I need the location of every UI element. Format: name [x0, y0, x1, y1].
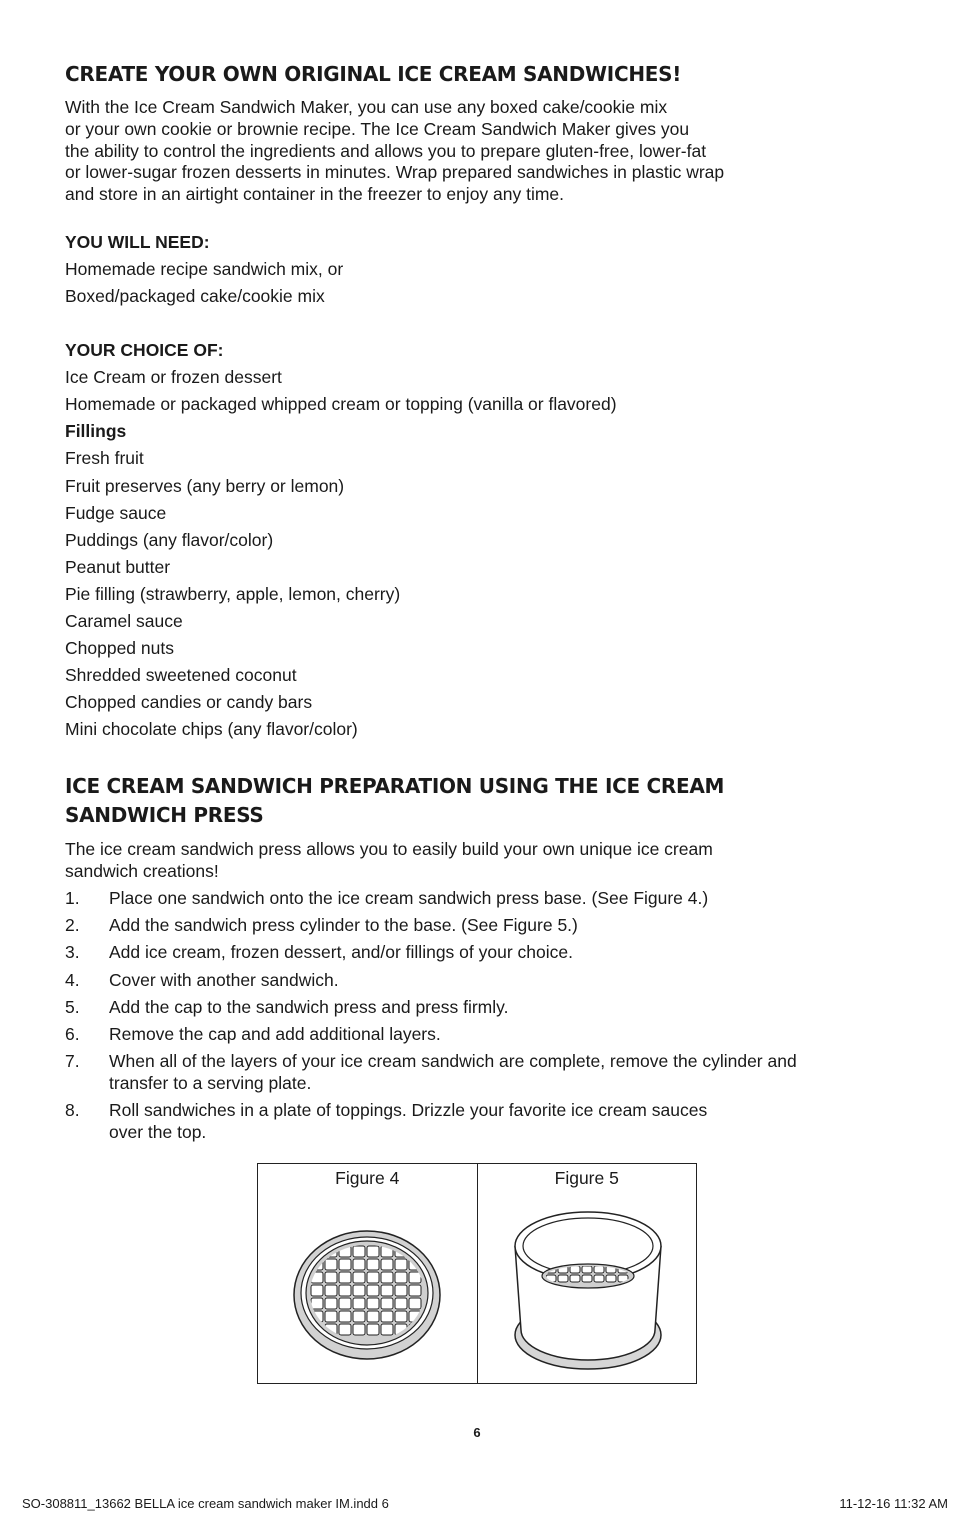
waffle-cell [381, 1311, 393, 1322]
section2-title-line: SANDWICH PRESS [65, 803, 264, 828]
waffle-cell [353, 1311, 365, 1322]
step-number: 1. [65, 888, 80, 909]
filling-item: Peanut butter [65, 556, 171, 577]
need-item: Boxed/packaged cake/cookie mix [65, 286, 325, 307]
waffle-cell [339, 1259, 351, 1270]
step-number: 7. [65, 1051, 80, 1072]
intro-line: With the Ice Cream Sandwich Maker, you can use any boxed cake/cookie mix [65, 97, 668, 117]
step-item [65, 1024, 895, 1046]
need-item: Homemade recipe sandwich mix, or [65, 258, 344, 279]
waffle-cell [381, 1324, 393, 1335]
step-number: 6. [65, 1024, 80, 1045]
waffle-cell [582, 1266, 592, 1273]
filling-item: Caramel sauce [65, 611, 183, 632]
footer-timestamp: 11-12-16 11:32 AM [839, 1496, 948, 1511]
step-text: Roll sandwiches in a plate of toppings. Drizzle your favorite ice cream sauces [109, 1100, 708, 1121]
waffle-cell [325, 1272, 337, 1283]
step-text: When all of the layers of your ice cream sandwich are complete, remove the cylinder and [109, 1051, 797, 1072]
step-item [65, 1100, 895, 1144]
waffle-cell [395, 1285, 407, 1296]
waffle-cell [311, 1285, 323, 1296]
filling-item: Pie filling (strawberry, apple, lemon, cherry) [65, 583, 401, 604]
waffle-cell [353, 1298, 365, 1309]
steps-list [65, 888, 895, 1144]
waffle-cell [367, 1298, 379, 1309]
waffle-cell [339, 1311, 351, 1322]
waffle-cell [339, 1285, 351, 1296]
your-choice-label: YOUR CHOICE OF: [65, 340, 224, 361]
step-number: 5. [65, 996, 80, 1017]
filling-item: Puddings (any flavor/color) [65, 529, 274, 550]
waffle-cell [409, 1285, 421, 1296]
figure-4 [258, 1164, 477, 1383]
you-will-need-label: YOU WILL NEED: [65, 231, 210, 252]
footer-file-name: SO-308811_13662 BELLA ice cream sandwich maker IM.indd 6 [22, 1496, 389, 1511]
filling-item: Fruit preserves (any berry or lemon) [65, 475, 345, 496]
your-choice-block [65, 337, 895, 743]
step-text: Add ice cream, frozen dessert, and/or fillings of your choice. [109, 942, 573, 963]
waffle-cell [339, 1324, 351, 1335]
step-number: 3. [65, 942, 80, 963]
waffle-cell [367, 1259, 379, 1270]
page-content [65, 58, 895, 1149]
step-item [65, 888, 895, 910]
section1-intro [65, 97, 895, 206]
filling-item: Chopped candies or candy bars [65, 692, 313, 713]
waffle-cell [367, 1285, 379, 1296]
waffle-cell [594, 1266, 604, 1273]
figure-5-label: Figure 5 [554, 1168, 619, 1188]
waffle-cell [395, 1298, 407, 1309]
waffle-cell [339, 1298, 351, 1309]
step-text: Add the cap to the sandwich press and press firmly. [109, 996, 509, 1017]
section2-intro-line: sandwich creations! [65, 861, 219, 882]
waffle-cell [353, 1272, 365, 1283]
waffle-cell [606, 1275, 616, 1282]
press-cylinder-on-base-icon [478, 1194, 698, 1384]
filling-item: Fudge sauce [65, 502, 167, 523]
page-number: 6 [473, 1425, 481, 1440]
section1-title: CREATE YOUR OWN ORIGINAL ICE CREAM SANDWICHES! [65, 62, 682, 86]
intro-line: and store in an airtight container in the freezer to enjoy any time. [65, 184, 565, 205]
waffle-cell [381, 1285, 393, 1296]
step-item [65, 970, 895, 992]
choice-item: Ice Cream or frozen dessert [65, 367, 282, 388]
waffle-cell [409, 1298, 421, 1309]
waffle-cell [353, 1324, 365, 1335]
waffle-cell [339, 1272, 351, 1283]
waffle-cell [395, 1259, 407, 1270]
section2-intro-line: The ice cream sandwich press allows you to easily build your own unique ice cream [65, 839, 713, 860]
fillings-label: Fillings [65, 421, 127, 442]
step-number: 4. [65, 969, 80, 990]
filling-item: Chopped nuts [65, 638, 174, 659]
filling-item: Fresh fruit [65, 448, 144, 469]
intro-line: or lower-sugar frozen desserts in minutes. Wrap prepared sandwiches in plastic wrap [65, 162, 725, 183]
you-will-need-block [65, 229, 895, 310]
step-item [65, 942, 895, 964]
section2-intro [65, 839, 895, 883]
step-item [65, 915, 895, 937]
waffle-cell [325, 1298, 337, 1309]
choice-item: Homemade or packaged whipped cream or topping (vanilla or flavored) [65, 394, 617, 415]
waffle-cell [381, 1272, 393, 1283]
step-text: Remove the cap and add additional layers. [109, 1024, 441, 1045]
filling-item: Shredded sweetened coconut [65, 665, 297, 686]
waffle-cell [367, 1311, 379, 1322]
press-base-with-sandwich-icon [258, 1194, 476, 1384]
waffle-cell [367, 1246, 379, 1257]
waffle-cell [325, 1259, 337, 1270]
section2-title-line: ICE CREAM SANDWICH PREPARATION USING THE ICE CREAM [65, 774, 725, 799]
section2-title [65, 772, 895, 830]
step-item [65, 1051, 895, 1095]
step-item [65, 997, 895, 1019]
step-number: 2. [65, 915, 80, 936]
figure-4-label: Figure 4 [335, 1168, 400, 1188]
waffle-cell [325, 1311, 337, 1322]
step-text-cont: over the top. [109, 1121, 207, 1142]
waffle-cell [594, 1275, 604, 1282]
figure-5 [477, 1164, 697, 1383]
waffle-cell [311, 1298, 323, 1309]
waffle-cell [395, 1311, 407, 1322]
intro-line: or your own cookie or brownie recipe. The Ice Cream Sandwich Maker gives you [65, 118, 690, 139]
waffle-cell [381, 1298, 393, 1309]
step-text-cont: transfer to a serving plate. [109, 1073, 312, 1093]
waffle-cell [367, 1324, 379, 1335]
waffle-cell [353, 1246, 365, 1257]
figures-box [257, 1163, 697, 1384]
waffle-cell [353, 1285, 365, 1296]
waffle-cell [558, 1275, 568, 1282]
waffle-cell [325, 1285, 337, 1296]
step-text: Cover with another sandwich. [109, 969, 339, 990]
step-text: Add the sandwich press cylinder to the base. (See Figure 5.) [109, 915, 578, 936]
filling-item: Mini chocolate chips (any flavor/color) [65, 719, 358, 740]
waffle-cell [381, 1259, 393, 1270]
waffle-cell [353, 1259, 365, 1270]
waffle-cell [395, 1272, 407, 1283]
intro-line: the ability to control the ingredients and allows you to prepare gluten-free, lower-fat [65, 140, 707, 161]
waffle-cell [367, 1272, 379, 1283]
step-number: 8. [65, 1100, 80, 1121]
step-text: Place one sandwich onto the ice cream sandwich press base. (See Figure 4.) [109, 888, 709, 909]
waffle-cell [582, 1275, 592, 1282]
waffle-cell [570, 1266, 580, 1273]
waffle-cell [570, 1275, 580, 1282]
